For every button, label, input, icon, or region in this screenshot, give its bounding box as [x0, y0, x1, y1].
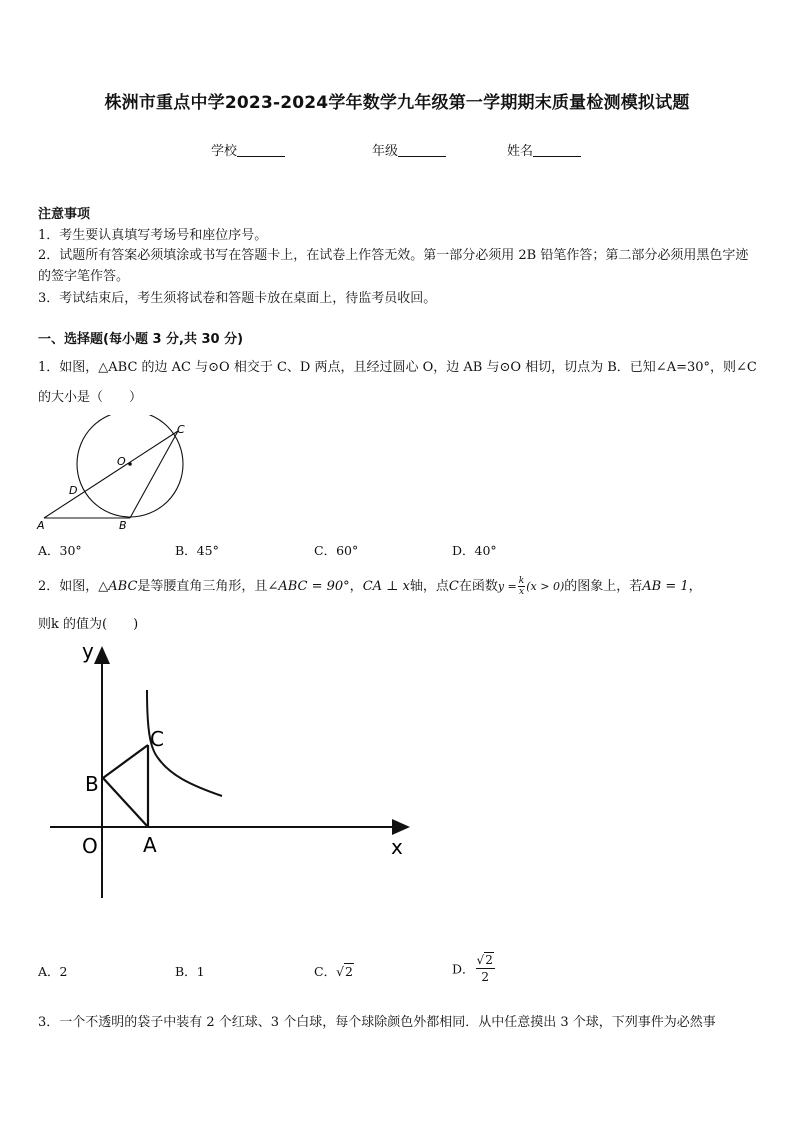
- name-label: 姓名: [507, 144, 534, 159]
- q2-text: [38, 576, 702, 597]
- page-title: 株洲市重点中学2023-2024学年数学九年级第一学期期末质量检测模拟试题: [104, 93, 690, 113]
- q2-option-c-radical: √2: [336, 964, 353, 979]
- q1-segment-ac: [44, 431, 178, 518]
- section1-heading: 一、选择题(每小题 3 分,共 30 分): [38, 332, 244, 347]
- q2-option-d-fraction: [476, 952, 495, 985]
- q2-label-y: y: [82, 639, 94, 663]
- grade-field: [372, 140, 446, 159]
- q2-option-d-prefix: D．: [452, 961, 475, 977]
- q2-segment-bc: [103, 745, 148, 778]
- q2-ab: AB = 1: [642, 579, 689, 594]
- q2-label-a: A: [143, 833, 157, 857]
- q2-option-b: B．1: [175, 964, 205, 979]
- notes-item-3: 3．考试结束后，考生须将试卷和答题卡放在桌面上，待监考员收回。: [38, 291, 437, 306]
- q2-text-12: ，: [688, 579, 702, 594]
- q2-func-cond: (x > 0): [526, 580, 565, 593]
- name-blank: [533, 144, 581, 157]
- grade-label: 年级: [372, 144, 399, 159]
- q1-segment-bc: [130, 431, 178, 518]
- q1-center-dot: [128, 462, 132, 466]
- q2-line2: 则k 的值为( ): [38, 617, 139, 632]
- q2-triangle: △ABC: [98, 579, 138, 594]
- q2-perp: CA ⊥ x: [362, 579, 410, 594]
- school-blank: [237, 144, 285, 157]
- school-field: [211, 140, 285, 159]
- q1-label-d: D: [69, 484, 78, 497]
- q2-func-fraction: [518, 576, 525, 597]
- q2-option-a: A．2: [38, 964, 68, 979]
- q2-figure: [40, 630, 420, 905]
- q1-text: 1．如图，△ABC 的边 AC 与⊙O 相交于 C、D 两点，且经过圆心 O，边 AB 与⊙O 相切，切点为 B．已知∠A=30°，则∠C 的大小是（ ）: [38, 360, 757, 405]
- q2-point-c: C: [448, 579, 459, 594]
- q2-text-7: 轴，点: [409, 579, 449, 594]
- q1-option-a: A．30°: [38, 543, 82, 558]
- q2-func-y: y =: [497, 580, 517, 593]
- grade-blank: [398, 144, 446, 157]
- q2-label-c: C: [150, 727, 164, 751]
- q2-option-d-radicand: 2: [485, 953, 493, 967]
- q1-option-d: D．40°: [452, 543, 497, 558]
- school-label: 学校: [211, 144, 238, 159]
- q1-figure: [30, 415, 200, 537]
- q2-segment-ab: [103, 778, 148, 827]
- q2-label-x: x: [391, 835, 403, 859]
- q1-label-a: A: [37, 519, 45, 532]
- notes-heading: 注意事项: [38, 207, 91, 222]
- q2-text-5: ，: [349, 579, 363, 594]
- q2-option-d-denominator: 2: [481, 970, 489, 984]
- q2-label-b: B: [85, 772, 99, 796]
- q1-option-c: C．60°: [314, 543, 359, 558]
- q2-option-c-prefix: C．: [314, 964, 337, 979]
- q2-option-d-numerator: √2: [476, 953, 493, 967]
- q2-text-3: 是等腰直角三角形，且: [137, 579, 268, 594]
- q1-circle: [77, 415, 183, 517]
- q1-label-o: O: [117, 455, 126, 468]
- q2-text-10: 的图象上，若: [564, 579, 643, 594]
- q2-label-o: O: [82, 834, 98, 858]
- q2-text-9: 在函数: [458, 579, 498, 594]
- q3-text: 3．一个不透明的袋子中装有 2 个红球、3 个白球，每个球除颜色外都相同．从中任意摸出 3 个球，下列事件为必然事: [38, 1015, 716, 1030]
- q2-text-1: 2．如图，: [38, 579, 99, 594]
- q2-option-c: [314, 962, 354, 980]
- notes-item-2: 2．试题所有答案必须填涂或书写在答题卡上，在试卷上作答无效。第一部分必须用 2B 铅笔作答；第二部分必须用黑色字迹的签字笔作答。: [38, 248, 749, 284]
- q1-label-b: B: [119, 519, 127, 532]
- name-field: [507, 140, 581, 159]
- q2-angle: ∠ABC = 90°: [267, 579, 350, 594]
- q2-func-num: k: [518, 576, 525, 586]
- q2-option-c-radicand: 2: [345, 964, 353, 979]
- q1-option-b: B．45°: [175, 543, 219, 558]
- q2-option-d: [452, 952, 496, 985]
- notes-item-1: 1．考生要认真填写考场号和座位序号。: [38, 228, 268, 243]
- q1-label-c: C: [177, 423, 185, 436]
- q2-func-den: x: [518, 587, 525, 597]
